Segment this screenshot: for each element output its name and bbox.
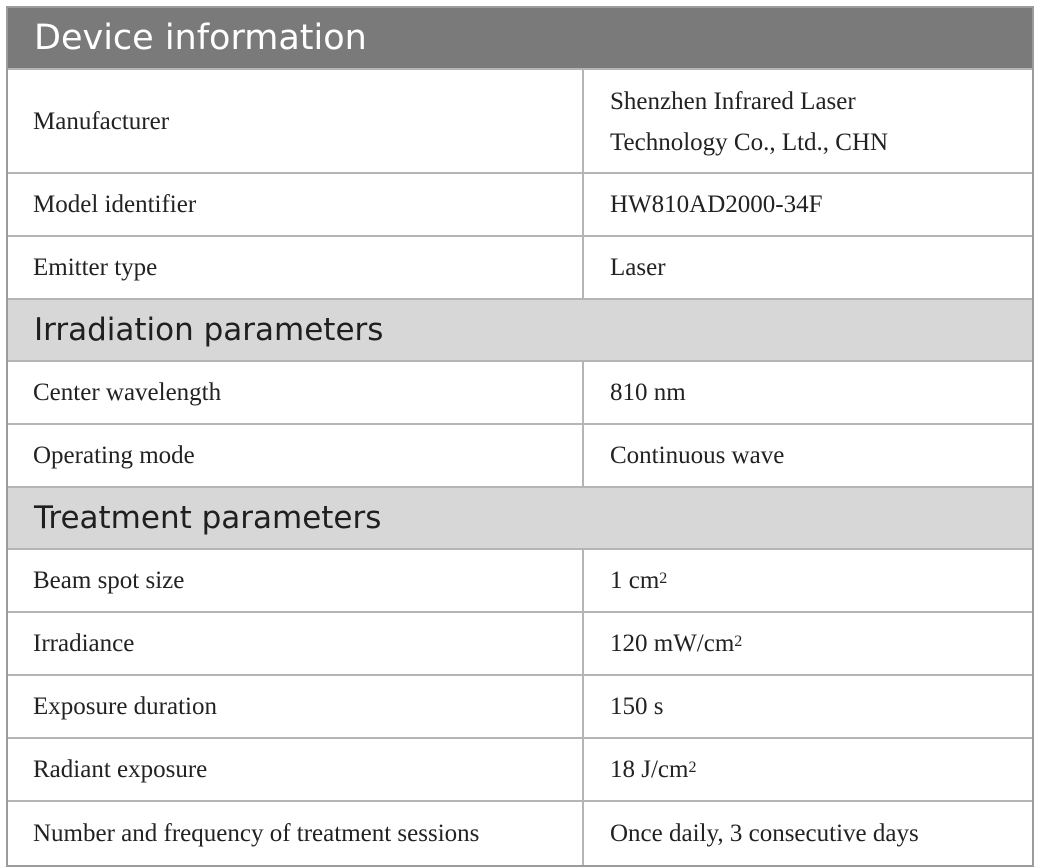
row-value: HW810AD2000-34F bbox=[610, 191, 823, 218]
section-title: Irradiation parameters bbox=[34, 312, 384, 348]
table-row-radiant-exposure bbox=[8, 739, 1032, 802]
table-row-beam-spot-size bbox=[8, 550, 1032, 613]
value-text: 18 J/cm bbox=[610, 756, 689, 783]
table-row-exposure-duration bbox=[8, 676, 1032, 739]
row-label: Beam spot size bbox=[8, 550, 584, 611]
table-row-model-identifier bbox=[8, 174, 1032, 237]
row-value: Continuous wave bbox=[610, 442, 785, 469]
row-label: Center wavelength bbox=[8, 362, 584, 423]
section-title: Treatment parameters bbox=[34, 500, 382, 536]
row-label: Manufacturer bbox=[8, 70, 584, 172]
section-title: Device information bbox=[34, 18, 367, 58]
row-label: Operating mode bbox=[8, 425, 584, 486]
table-row-treatment-sessions bbox=[8, 802, 1032, 865]
value-text: 120 mW/cm bbox=[610, 630, 735, 657]
row-value: Once daily, 3 consecutive days bbox=[610, 820, 919, 847]
table-row-operating-mode bbox=[8, 425, 1032, 488]
row-value bbox=[584, 70, 1032, 172]
row-label: Exposure duration bbox=[8, 676, 584, 737]
row-label: Emitter type bbox=[8, 237, 584, 298]
row-value: 810 nm bbox=[610, 379, 686, 406]
section-header-device-information bbox=[8, 8, 1032, 70]
row-value: 150 s bbox=[610, 693, 664, 720]
table-row-emitter-type bbox=[8, 237, 1032, 300]
section-header-irradiation-parameters bbox=[8, 300, 1032, 362]
row-value: Laser bbox=[610, 254, 666, 281]
row-label: Irradiance bbox=[8, 613, 584, 674]
row-label: Radiant exposure bbox=[8, 739, 584, 800]
row-value: 18 J/cm $^2$ bbox=[584, 739, 1032, 800]
section-header-treatment-parameters bbox=[8, 488, 1032, 550]
value-text: 1 cm bbox=[610, 567, 660, 594]
manufacturer-value: Shenzhen Infrared Laser Technology Co., Ltd., CHN bbox=[610, 88, 889, 156]
row-label: Model identifier bbox=[8, 174, 584, 235]
table-row-manufacturer bbox=[8, 70, 1032, 174]
table-row-center-wavelength bbox=[8, 362, 1032, 425]
row-value: 120 mW/cm $^2$ bbox=[584, 613, 1032, 674]
row-label: Number and frequency of treatment sessions bbox=[8, 802, 584, 865]
row-value: 1 cm $^2$ bbox=[584, 550, 1032, 611]
device-parameters-table bbox=[6, 6, 1034, 867]
table-row-irradiance bbox=[8, 613, 1032, 676]
